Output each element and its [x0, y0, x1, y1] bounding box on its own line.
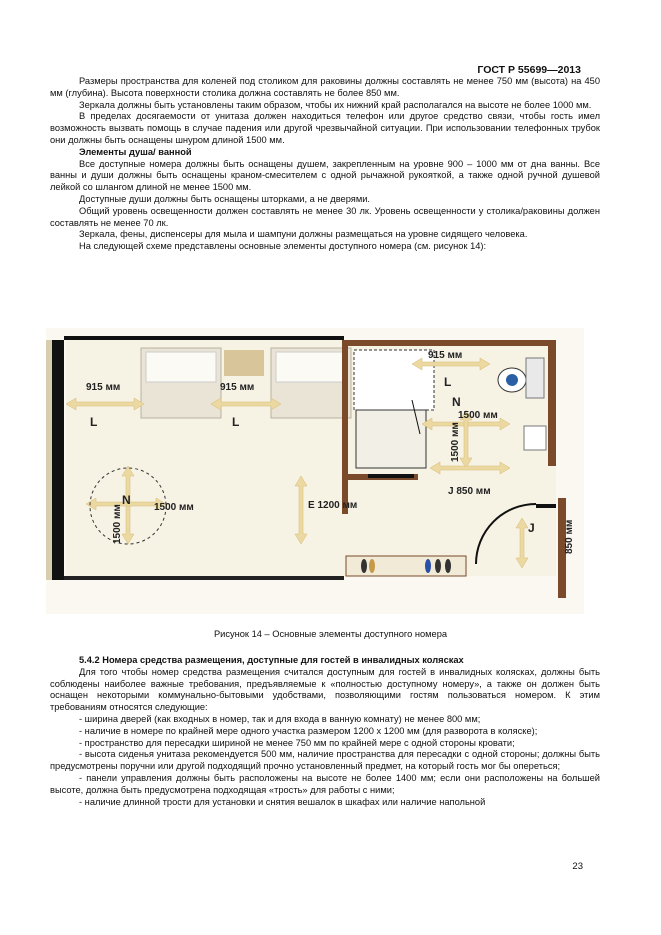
paragraph: - ширина дверей (как входных в номер, так и для входа в ванную комнату) не менее 800 мм; — [79, 713, 481, 724]
bed2-width-label: 915 мм — [220, 382, 255, 393]
top-text-block — [50, 76, 600, 253]
paragraph: На следующей схеме представлены основные элементы доступного номера (см. рисунок 14): — [79, 241, 487, 252]
bath-wall-right — [548, 346, 556, 466]
paragraph: Общий уровень освещенности должен составлять не менее 30 лк. Уровень освещенности у столика/раковины должен составлять не менее 70 лк. — [50, 205, 600, 228]
paragraph: Размеры пространства для коленей под столиком для раковины должны составлять не менее 750 мм (высота) на 450 мм (глубина). Высота поверхности столика должна составлять не более 850 мм. — [50, 76, 600, 98]
n-bath-vertical: 1500 мм — [450, 422, 461, 462]
l-label-3: L — [444, 375, 452, 389]
page-number: 23 — [572, 861, 583, 872]
j-bath-label: J 850 мм — [448, 486, 491, 497]
n-room-diameter-vertical: 1500 мм — [112, 504, 123, 544]
paragraph: Зеркала должны быть установлены таким образом, чтобы их нижний край располагался на высоте не более 1000 мм. — [79, 99, 592, 110]
paragraph: - панели управления должны быть расположены на высоте не более 1400 мм; если они расположены на большей высоте, должна быть предусмотрена подходящая «трость» для работы с ними; — [50, 772, 600, 795]
paragraph: Зеркала, фены, диспенсеры для мыла и шампуни должны размещаться на уровне сидящего человека. — [79, 229, 528, 240]
n-room-label: N — [122, 493, 131, 507]
bed1-width-label: 915 мм — [86, 382, 121, 393]
e-clearance-label: E 1200 мм — [308, 500, 358, 511]
n-room-diameter-label: 1500 мм — [154, 502, 194, 513]
top-wall — [64, 336, 344, 340]
bath-wall-top — [348, 340, 556, 346]
bottom-text-block — [50, 655, 600, 808]
paragraph: В пределах досягаемости от унитаза должен находиться телефон или другое средство связи, чтобы гость имел возможность вызвать помощь в случае падения или другой чрезвычайной ситуации. При использовании телефонных трубок они должны быть оснащены шнуром длиной 1500 мм. — [50, 111, 600, 145]
l-label-1: L — [90, 415, 98, 429]
n-bath-label: N — [452, 395, 461, 409]
figure-caption: Рисунок 14 – Основные элементы доступного номера — [213, 629, 448, 639]
washbasin — [524, 426, 546, 450]
left-wall — [52, 340, 64, 580]
j-door-vertical: 850 мм — [564, 519, 575, 554]
bath-width-label: 915 мм — [428, 350, 463, 361]
standard-header: ГОСТ Р 55699—2013 — [477, 64, 581, 76]
paragraph: Для того чтобы номер средства размещения считался доступным для гостей в инвалидных колясках, должны быть соблюдены наиболее важные требования, предъявляемые к «полностью доступному номеру», а также он должен быть оснащен некоторыми коммунально-бытовыми удобствами, позволяющими гостям пользоваться номером. К этим требованиям относятся следующие: — [50, 666, 600, 713]
section-heading: 5.4.2 Номера средства размещения, доступные для гостей в инвалидных колясках — [79, 655, 464, 665]
paragraph: Доступные души должны быть оснащены шторками, а не дверями. — [79, 193, 370, 204]
bath-wall-left — [342, 340, 348, 480]
paragraph: - наличие в номере по крайней мере одного участка размером 1200 х 1200 мм (для разворота в коляске); — [79, 725, 538, 736]
accessible-room-figure — [46, 328, 584, 614]
paragraph: Все доступные номера должны быть оснащены душем, закрепленным на уровне 900 – 1000 мм от дна ванны. Все ванны и души должны быть оснащены краном-смесителем с одной рычажной рукояткой, а также одной ручной душевой лейкой со шлангом длиной не менее 1500 мм. — [50, 158, 600, 193]
n-bath-horizontal: 1500 мм — [458, 410, 498, 421]
paragraph: - высота сиденья унитаза рекомендуется 500 мм, наличие пространства для пересадки с одной стороны; должны быть предусмотрены поручни или другой подходящий прочно установленный предмет, на который гость мог бы опереться; — [50, 749, 600, 772]
l-label-2: L — [232, 415, 240, 429]
paragraph: - пространство для пересадки шириной не менее 750 мм по крайней мере с одной стороны кровати; — [79, 737, 515, 748]
paragraph: - наличие длинной трости для установки и снятия вешалок в шкафах или наличие напольной — [79, 796, 486, 807]
j-door-label: J — [528, 521, 535, 535]
bath-tub — [356, 410, 426, 468]
nightstand — [224, 350, 264, 376]
bottom-wall — [64, 576, 344, 580]
section-heading: Элементы душа/ ванной — [79, 146, 192, 157]
